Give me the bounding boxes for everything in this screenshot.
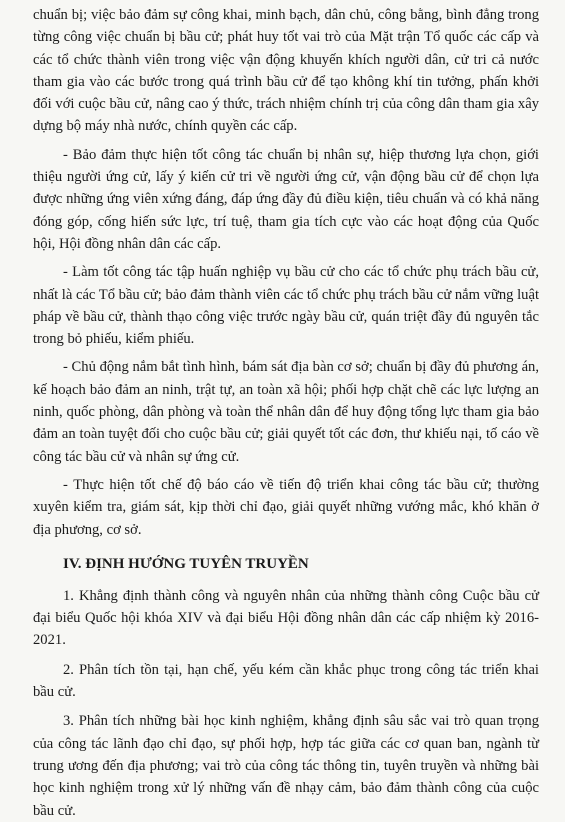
paragraph-item-1: 1. Khẳng định thành công và nguyên nhân của những thành công Cuộc bầu cử đại biểu Quốc hội khóa XIV và đại biểu Hội đồng nhân dân các cấp nhiệm kỳ 2016-2021. — [33, 587, 539, 649]
section-heading: IV. ĐỊNH HƯỚNG TUYÊN TRUYỀN — [63, 555, 309, 572]
paragraph-continuation: chuẩn bị; việc bảo đảm sự công khai, minh bạch, dân chủ, công bằng, bình đẳng trong từng công việc chuẩn bị bầu cử; phát huy tốt vai trò của Mặt trận Tổ quốc các cấp và các tổ chức thành viên trong việc vận động khuyến khích người dân, cử tri cả nước tham gia vào các bước trong quá trình bầu cử để tạo không khí tin tưởng, phấn khởi đối với cuộc bầu cử, nâng cao ý thức, trách nhiệm chính trị của công dân tham gia xây dựng bộ máy nhà nước, chính quyền các cấp. — [33, 7, 539, 135]
paragraph-item-2: 2. Phân tích tồn tại, hạn chế, yếu kém cần khắc phục trong công tác triển khai bầu cử. — [33, 661, 539, 701]
paragraph-security: - Chủ động nắm bắt tình hình, bám sát địa bàn cơ sở; chuẩn bị đầy đủ phương án, kế hoạch bảo đảm an ninh, trật tự, an toàn xã hội; phối hợp chặt chẽ các lực lượng an ninh, quốc phòng, dân phòng và toàn thể nhân dân để huy động tổng lực tham gia bảo đảm an toàn tuyệt đối cho cuộc bầu cử; giải quyết tốt các đơn, thư khiếu nại, tố cáo về công tác bầu cử và nhân sự ứng cử. — [33, 359, 539, 465]
paragraph-item-3: 3. Phân tích những bài học kinh nghiệm, khẳng định sâu sắc vai trò quan trọng của công tác lãnh đạo chỉ đạo, sự phối hợp, hợp tác giữa các cơ quan ban, ngành từ trung ương đến địa phương; vai trò của công tác thông tin, tuyên truyền và những bài học kinh nghiệm trong xử lý những vấn đề nhạy cảm, bảo đảm thành công của cuộc bầu cử. — [33, 713, 539, 819]
paragraph-training: - Làm tốt công tác tập huấn nghiệp vụ bầu cử cho các tổ chức phụ trách bầu cử, nhất là các Tổ bầu cử; bảo đảm thành viên các tổ chức phụ trách bầu cử nắm vững luật pháp về bầu cử, thành thạo công việc trước ngày bầu cử, quán triệt đầy đủ nguyên tắc trong bỏ phiếu, kiểm phiếu. — [33, 264, 539, 348]
paragraph-personnel: - Bảo đảm thực hiện tốt công tác chuẩn bị nhân sự, hiệp thương lựa chọn, giới thiệu người ứng cử, lấy ý kiến cử tri về người ứng cử, vận động bầu cử để chọn lựa được những ứng viên xứng đáng, đáp ứng đầy đủ điều kiện, tiêu chuẩn và có khả năng đóng góp, cống hiến sức lực, trí tuệ, tham gia tích cực vào các hoạt động của Quốc hội, Hội đồng nhân dân các cấp. — [33, 146, 539, 252]
paragraph-reporting: - Thực hiện tốt chế độ báo cáo về tiến độ triển khai công tác bầu cử; thường xuyên kiểm tra, giám sát, kịp thời chỉ đạo, giải quyết những vướng mắc, khó khăn ở địa phương, cơ sở. — [33, 476, 539, 538]
